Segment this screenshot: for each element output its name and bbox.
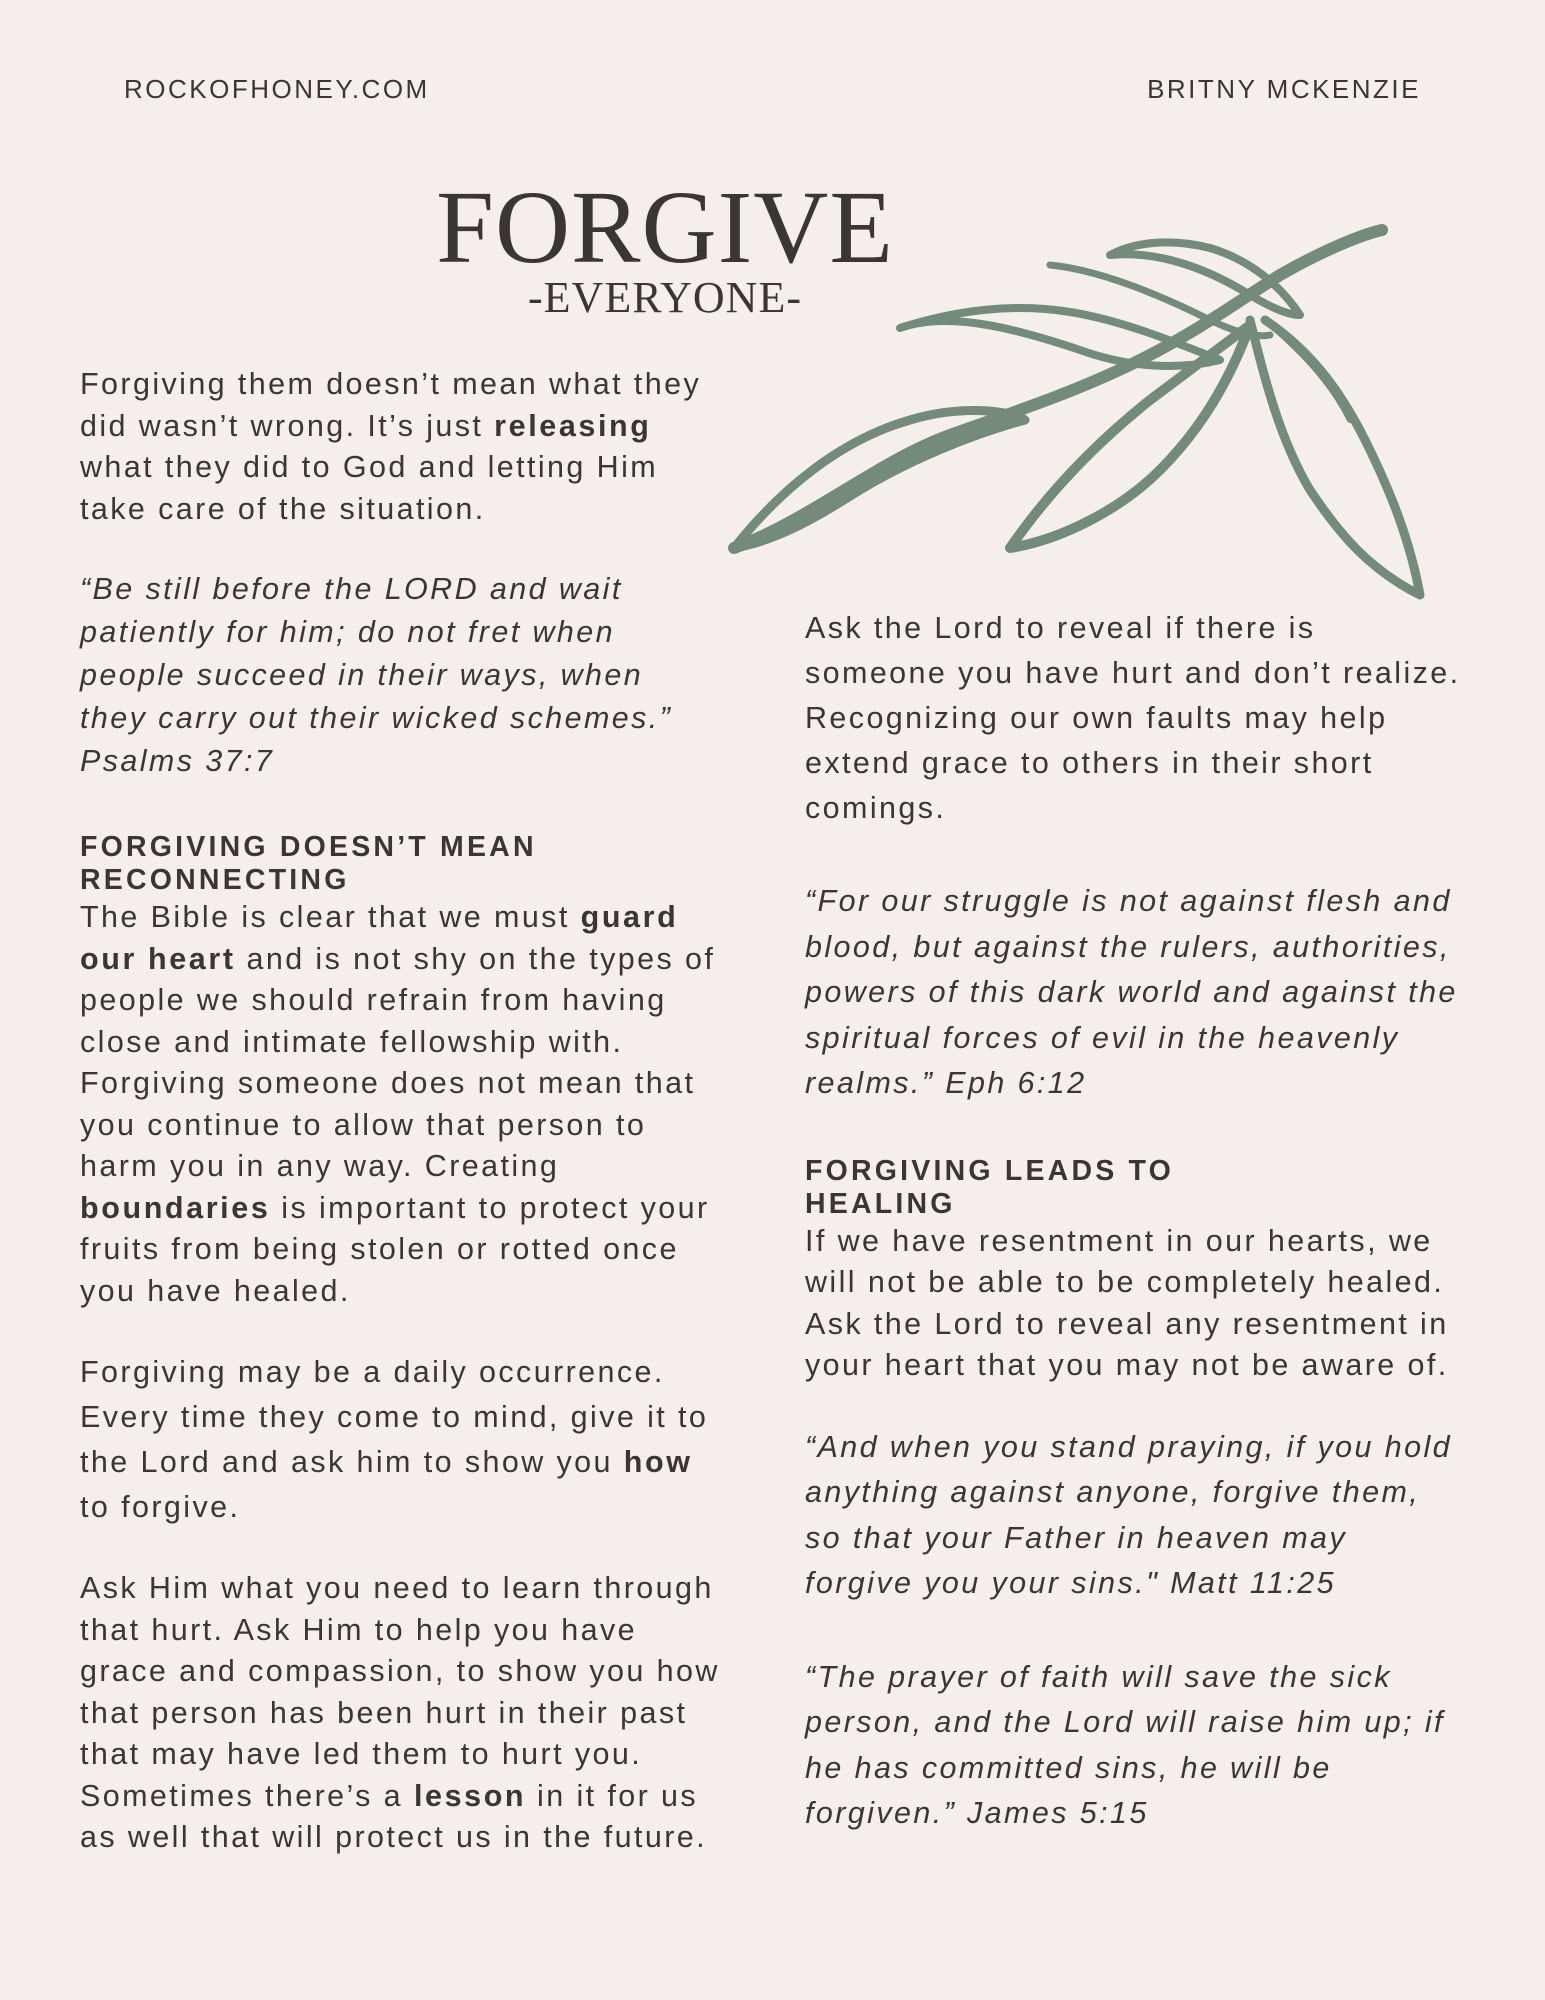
text-run: Forgiving them doesn’t mean what they did wasn’t wrong. It’s just [80,367,702,443]
text-run: The Bible is clear that we must [80,900,581,934]
left-paragraph-2 [80,897,720,1312]
text-run: Ask Him what you need to learn through that hurt. Ask Him to help you have grace and compassion, to show you how that person has been hurt in their past that may have led them to hurt you. Sometimes there’s a [80,1571,720,1813]
right-quote-james: “The prayer of faith will save the sick person, and the Lord will raise him up; if he has committed sins, he will be forgiven.” James 5:15 [805,1659,1445,1830]
text-run: and is not shy on the types of people we should refrain from having close and intimate fellowship with. Forgiving someone does not mean that you continue to allow that person to harm you in any way. Creating [80,941,716,1183]
emphasis-guard-our-heart: guard our heart [80,900,679,976]
section-heading-healing [805,1155,1465,1221]
text-run: Forgiving may be a daily occurrence. Every time they come to mind, give it to the Lord and ask him to show you [80,1355,709,1479]
left-paragraph-1 [80,364,720,530]
left-column [80,364,720,1859]
right-paragraph-1: Ask the Lord to reveal if there is someone you have hurt and don’t realize. Recognizing our own faults may help extend grace to others in their short comings. [805,611,1461,825]
left-paragraph-3 [80,1350,720,1530]
emphasis-lesson: lesson [413,1778,527,1813]
heading-line: HEALING [805,1187,956,1220]
left-quote-psalms: “Be still before the LORD and wait patiently for him; do not fret when people succeed in their ways, when they carry out their wicked schemes.” Psalms 37:7 [80,572,673,778]
section-heading-reconnecting [80,831,720,897]
page-title: FORGIVE [436,170,894,285]
right-column [805,606,1465,1837]
text-run: is important to protect your fruits from being stolen or rotted once you have healed. [80,1190,710,1308]
right-quote-matthew: “And when you stand praying, if you hold anything against anyone, forgive them, so that your Father in heaven may forgive you your sins." Matt 11:25 [805,1429,1453,1600]
leaf-branch-icon [720,220,1440,600]
right-quote-ephesians: “For our struggle is not against flesh and blood, but against the rulers, authorities, powers of this dark world and against the spiritual forces of evil in the heavenly realms.” Eph 6:12 [805,884,1458,1100]
text-run: in it for us as well that will protect us in the future. [80,1778,708,1854]
emphasis-releasing: releasing [494,408,652,443]
heading-line: FORGIVING LEADS TO [805,1154,1175,1187]
heading-line: FORGIVING DOESN’T MEAN [80,831,537,863]
text-run: what they did to God and letting Him take care of the situation. [80,450,659,526]
page-subtitle: -EVERYONE- [528,273,802,322]
author-name: BRITNY MCKENZIE [1147,74,1421,104]
right-paragraph-2: If we have resentment in our hearts, we will not be able to be completely healed. Ask the Lord to reveal any resentment in your heart that you may not be aware of. [805,1223,1449,1382]
left-paragraph-4 [80,1568,720,1859]
emphasis-boundaries: boundaries [80,1190,271,1225]
heading-line: RECONNECTING [80,864,350,896]
text-run: to forgive. [80,1490,241,1524]
emphasis-how: how [623,1445,693,1479]
site-url: ROCKOFHONEY.COM [124,74,430,104]
